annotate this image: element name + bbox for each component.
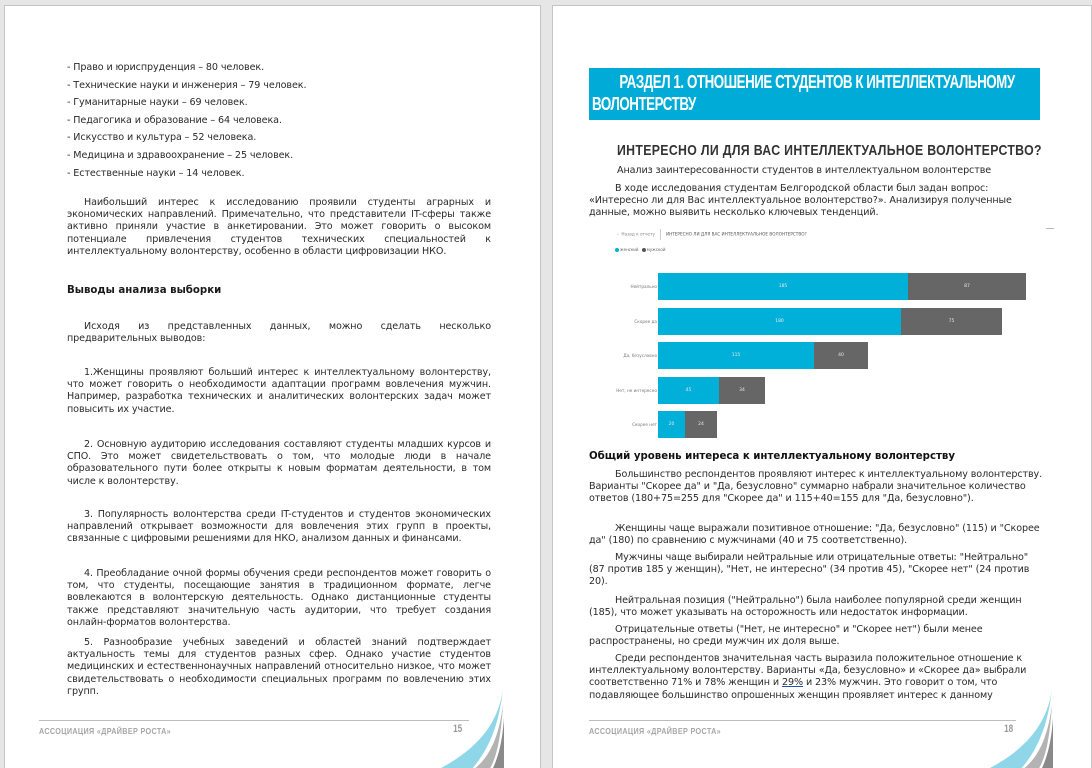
bar-male[interactable]: 87	[908, 273, 1026, 300]
paragraph-intro: В ходе исследования студентам Белгородской области был задан вопрос: «Интересно ли для Вас интеллектуальное волонтерство?». Анализируя полученные данные, можно выявить несколько ключевых тенденций.	[589, 183, 1012, 219]
section-banner	[589, 68, 1040, 120]
bar-male[interactable]: 40	[814, 342, 868, 369]
chart-legend	[615, 247, 665, 252]
list-item: - Медицина и здравоохранение – 25 человек.	[67, 149, 294, 161]
paragraph: Нейтральная позиция ("Нейтрально") была наиболее популярной среди женщин (185), что может указывать на осторожность или недостаток информации.	[589, 595, 1022, 619]
section-title: РАЗДЕЛ 1. ОТНОШЕНИЕ СТУДЕНТОВ К ИНТЕЛЛЕКТУАЛЬНОМУ ВОЛОНТЕРСТВУ	[592, 71, 1015, 114]
paragraph: Мужчины чаще выбирали нейтральные или отрицательные ответы: "Нейтрально" (87 против 185 у женщин), "Нет, не интересно" (34 против 45), "Скорее нет" (24 против 20).	[589, 552, 1030, 588]
list-item: - Педагогика и образование – 64 человека.	[67, 114, 282, 126]
bar-label: Скорее да	[634, 319, 657, 324]
faculty-list	[67, 62, 487, 185]
bar-female[interactable]: 115	[658, 342, 814, 369]
conclusion-4: 4. Преобладание очной формы обучения среди респондентов может говорить о том, что студенты, посещающие занятия в традиционном формате, легче вовлекаются в волонтерскую деятельность. Однако дистанционные студенты также представляют значительную часть аудитории, что требует создания онлайн-форматов волонтерства.	[67, 568, 491, 628]
bar-male[interactable]: 34	[719, 377, 765, 404]
paragraph-interest: Наибольший интерес к исследованию проявили студенты аграрных и экономических направлений. Примечательно, что представители IT-сферы также активно приняли участие в анкетировании. Это может говорить о высоком потенциале привлечения студентов технических специальностей к интеллектуальному волонтерству, особенно в области цифровизации НКО.	[67, 197, 491, 257]
footer-divider	[589, 720, 1016, 721]
paragraph: Отрицательные ответы ("Нет, не интересно" и "Скорее нет") были менее распространены, но среди мужчин их доля выше.	[589, 624, 983, 648]
decorative-corner-icon	[437, 688, 507, 768]
footer-divider	[39, 720, 469, 721]
conclusion-1: 1.Женщины проявляют больший интерес к интеллектуальному волонтерству, что может говорить о необходимости адаптации программ вовлечения мужчин. Например, разработка технических и аналитических волонтерских задач может повысить их участие.	[67, 367, 491, 415]
document-page-15	[4, 5, 541, 768]
paragraph-intro: Исходя из представленных данных, можно сделать несколько предварительных выводов:	[67, 321, 491, 345]
conclusion-3: 3. Популярность волонтерства среди IT-студентов и студентов экономических направлений открывает возможности для вовлечения этих групп в проекты, связанные с цифровыми решениями для НКО, анализом данных и финансами.	[67, 509, 491, 545]
chevron-left-icon: ‹	[617, 231, 619, 237]
paragraph-last: Среди респондентов значительная часть выразила положительное отношение к интеллектуальному волонтерству. Варианты «Да, безусловно» и «Скорее да» выбрали соответственно 71% и 78% женщин и 29% и 23% мужчин. Это говорит о том, что подавляющее большинство опрошенных женщин проявляет интерес к данному	[589, 653, 1027, 701]
conclusion-2: 2. Основную аудиторию исследования составляют студенты младших курсов и СПО. Это может свидетельствовать о том, что молодые люди в начале образовательного пути более открыты к новым форматам деятельности, в том числе к волонтерству.	[67, 439, 491, 487]
subheading-sample-conclusions: Выводы анализа выборки	[67, 285, 222, 296]
question-title: ИНТЕРЕСНО ЛИ ДЛЯ ВАС ИНТЕЛЛЕКТУАЛЬНОЕ ВОЛОНТЕРСТВО?	[617, 142, 1042, 159]
list-item: - Искусство и культура – 52 человека.	[67, 132, 257, 144]
list-item: - Естественные науки – 14 человек.	[67, 167, 245, 179]
interest-bar-chart	[589, 224, 1049, 444]
back-to-report-link[interactable]: ‹ Назад к отчету	[617, 231, 655, 237]
legend-male-dot-icon	[642, 248, 646, 252]
list-item: - Право и юриспруденция – 80 человек.	[67, 62, 265, 73]
bar-label: Нейтрально	[630, 284, 657, 289]
paragraph: Женщины чаще выражали позитивное отношение: "Да, безусловно" (115) и "Скорее да" (180) по сравнению с мужчинами (40 и 75 соответственно).	[589, 523, 1040, 547]
bar-female[interactable]: 45	[658, 377, 719, 404]
page-number: 15	[452, 723, 462, 735]
bar-female[interactable]: 180	[658, 308, 901, 335]
document-page-18	[552, 5, 1092, 768]
legend-female-dot-icon	[615, 248, 619, 252]
subheading-overall-interest: Общий уровень интереса к интеллектуальному волонтерству	[589, 451, 955, 462]
bar-label: Скорее нет	[632, 422, 657, 427]
footer-organization: АССОЦИАЦИЯ «ДРАЙВЕР РОСТА»	[589, 726, 722, 736]
bar-row-neutral	[589, 273, 1049, 300]
bar-male[interactable]: 75	[901, 308, 1002, 335]
bar-row-rather-no	[589, 411, 1049, 438]
bar-row-not-interested	[589, 377, 1049, 404]
header-separator	[660, 229, 661, 240]
bar-label: Да, безусловно	[623, 353, 657, 358]
list-item: - Гуманитарные науки – 69 человек.	[67, 97, 248, 109]
analysis-subtitle: Анализ заинтересованности студентов в интеллектуальном волонтерстве	[617, 165, 992, 176]
bar-female[interactable]: 185	[658, 273, 908, 300]
page-number: 18	[1003, 723, 1013, 735]
legend-female-label: женский	[620, 247, 639, 252]
paragraph: Большинство респондентов проявляют интерес к интеллектуальному волонтерству. Варианты "Скорее да" и "Да, безусловно" суммарно набрали значительное количество ответов (180+75=255 для "Скорее да" и 115+40=155 для "Да, безусловно").	[589, 469, 1043, 505]
decorative-corner-icon	[986, 688, 1056, 768]
bar-label: Нет, не интересно	[616, 388, 657, 393]
bar-row-definitely-yes	[589, 342, 1049, 369]
list-item: - Технические науки и инженерия – 79 человек.	[67, 79, 307, 91]
chart-header	[617, 229, 807, 240]
legend-male-label: мужской	[646, 247, 666, 252]
bar-row-rather-yes	[589, 308, 1049, 335]
bar-female[interactable]: 20	[658, 411, 685, 438]
spellcheck-underlined-value: 29%	[781, 677, 803, 689]
chart-title: ИНТЕРЕСНО ЛИ ДЛЯ ВАС ИНТЕЛЛЕКТУАЛЬНОЕ ВОЛОНТЕРСТВО?	[665, 231, 807, 237]
footer-organization: АССОЦИАЦИЯ «ДРАЙВЕР РОСТА»	[39, 726, 172, 736]
conclusion-5: 5. Разнообразие учебных заведений и областей знаний подтверждает актуальность темы для студентов разных сфер. Однако участие студентов медицинских и естественнонаучных направлений относительно низкое, что может свидетельствовать о необходимости специальных программ по вовлечению этих групп.	[67, 637, 491, 697]
chart-menu-mark[interactable]	[1046, 228, 1054, 229]
bar-male[interactable]: 24	[685, 411, 717, 438]
